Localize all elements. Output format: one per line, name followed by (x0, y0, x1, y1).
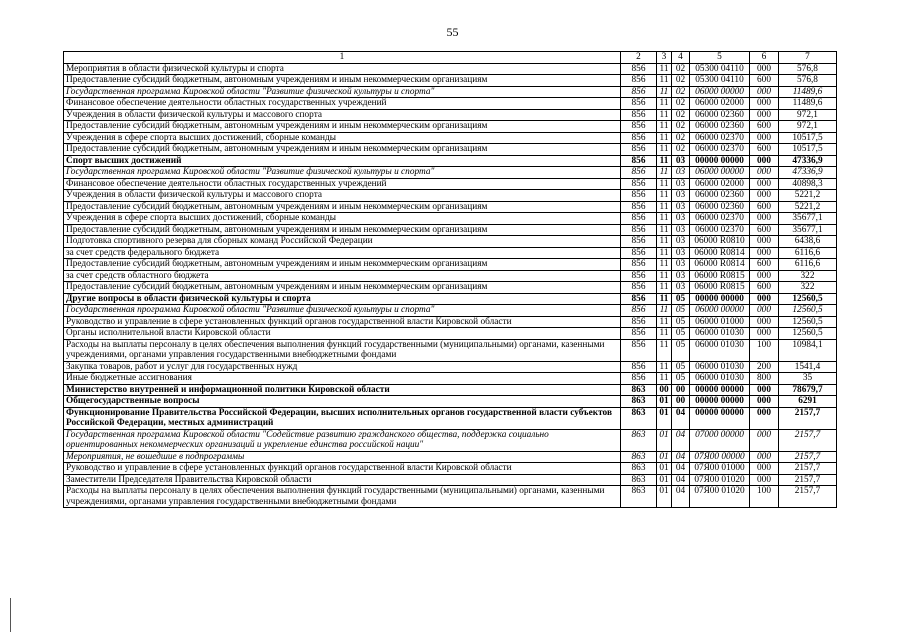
cell-rz: 01 (657, 463, 672, 475)
cell-rz: 11 (657, 328, 672, 340)
cell-rz: 11 (657, 109, 672, 121)
cell-csr: 06000 R0814 (690, 247, 750, 259)
cell-name: Предоставление субсидий бюджетным, автономным учреждениям и иным некоммерческим организациям (64, 201, 621, 213)
cell-rz: 11 (657, 270, 672, 282)
cell-rz: 11 (657, 282, 672, 294)
cell-vr: 000 (750, 270, 779, 282)
cell-gr: 856 (621, 121, 657, 133)
cell-csr: 05300 04110 (690, 75, 750, 87)
cell-gr: 856 (621, 167, 657, 179)
cell-sum: 35 (779, 373, 837, 385)
cell-vr: 000 (750, 463, 779, 475)
table-row (64, 373, 837, 385)
cell-pr: 03 (672, 224, 690, 236)
table-row (64, 429, 837, 451)
cell-pr: 05 (672, 339, 690, 361)
cell-vr: 600 (750, 75, 779, 87)
table-row (64, 463, 837, 475)
cell-gr: 856 (621, 144, 657, 156)
cell-name: Мероприятия, не вошедшие в подпрограммы (64, 451, 621, 463)
table-row (64, 339, 837, 361)
cell-pr: 03 (672, 190, 690, 202)
cell-name: Предоставление субсидий бюджетным, автономным учреждениям и иным некоммерческим организациям (64, 75, 621, 87)
cell-sum: 12560,5 (779, 293, 837, 305)
cell-csr: 06000 02360 (690, 201, 750, 213)
cell-gr: 856 (621, 270, 657, 282)
cell-name: Учреждения в области физической культуры и массового спорта (64, 109, 621, 121)
cell-pr: 03 (672, 178, 690, 190)
cell-pr: 05 (672, 328, 690, 340)
cell-pr: 03 (672, 247, 690, 259)
cell-vr: 000 (750, 474, 779, 486)
budget-table (63, 51, 837, 508)
cell-name: Учреждения в сфере спорта высших достижений, сборные команды (64, 213, 621, 225)
cell-gr: 856 (621, 109, 657, 121)
margin-line (10, 598, 11, 632)
cell-sum: 2157,7 (779, 486, 837, 508)
cell-vr: 600 (750, 121, 779, 133)
cell-vr: 600 (750, 224, 779, 236)
cell-rz: 11 (657, 98, 672, 110)
cell-name: Государственная программа Кировской области "Содействие развитию гражданского общества, поддержка социально ориентированных некоммерческих организаций и укрепление единства российской нации" (64, 429, 621, 451)
cell-sum: 2157,7 (779, 474, 837, 486)
cell-vr: 100 (750, 339, 779, 361)
cell-name: Функционирование Правительства Российской Федерации, высших исполнительных органов государственной власти субъектов Российской Федерации, местных администраций (64, 407, 621, 429)
cell-vr: 000 (750, 293, 779, 305)
cell-name: Заместители Председателя Правительства Кировской области (64, 474, 621, 486)
cell-csr: 00000 00000 (690, 293, 750, 305)
cell-pr: 05 (672, 305, 690, 317)
cell-sum: 10517,5 (779, 132, 837, 144)
cell-name: за счет средств федерального бюджета (64, 247, 621, 259)
cell-pr: 04 (672, 451, 690, 463)
cell-csr: 06000 02370 (690, 144, 750, 156)
cell-name: Государственная программа Кировской области "Развитие физической культуры и спорта" (64, 86, 621, 98)
table-row (64, 451, 837, 463)
cell-name: Учреждения в сфере спорта высших достижений, сборные команды (64, 132, 621, 144)
cell-name: Расходы на выплаты персоналу в целях обеспечения выполнения функций государственными (муниципальными) органами, казенными учреждениями, органами управления государственными внебюджетными фондами (64, 339, 621, 361)
cell-sum: 322 (779, 270, 837, 282)
cell-vr: 000 (750, 407, 779, 429)
cell-vr: 000 (750, 98, 779, 110)
cell-rz: 11 (657, 132, 672, 144)
cell-csr: 05300 04110 (690, 63, 750, 75)
cell-name: Закупка товаров, работ и услуг для государственных нужд (64, 361, 621, 373)
page-number: 55 (446, 25, 459, 39)
cell-name: Руководство и управление в сфере установленных функций органов государственной власти Кировской области (64, 316, 621, 328)
cell-pr: 05 (672, 373, 690, 385)
cell-rz: 01 (657, 396, 672, 408)
cell-sum: 2157,7 (779, 407, 837, 429)
cell-gr: 856 (621, 190, 657, 202)
cell-vr: 000 (750, 429, 779, 451)
table-row (64, 167, 837, 179)
cell-pr: 03 (672, 213, 690, 225)
cell-sum: 6291 (779, 396, 837, 408)
cell-csr: 06000 02360 (690, 109, 750, 121)
cell-csr: 00000 00000 (690, 384, 750, 396)
cell-gr: 856 (621, 224, 657, 236)
cell-vr: 200 (750, 361, 779, 373)
cell-sum: 972,1 (779, 109, 837, 121)
table-row (64, 75, 837, 87)
cell-name: Расходы на выплаты персоналу в целях обеспечения выполнения функций государственными (муниципальными) органами, казенными учреждениями, органами управления государственными внебюджетными фондами (64, 486, 621, 508)
cell-gr: 863 (621, 486, 657, 508)
cell-rz: 01 (657, 429, 672, 451)
cell-sum: 10984,1 (779, 339, 837, 361)
cell-gr: 856 (621, 305, 657, 317)
cell-csr: 06000 01000 (690, 316, 750, 328)
cell-vr: 000 (750, 86, 779, 98)
cell-gr: 856 (621, 63, 657, 75)
cell-vr: 000 (750, 213, 779, 225)
cell-gr: 856 (621, 178, 657, 190)
cell-rz: 11 (657, 155, 672, 167)
cell-gr: 863 (621, 463, 657, 475)
cell-rz: 11 (657, 178, 672, 190)
table-row (64, 144, 837, 156)
cell-vr: 000 (750, 63, 779, 75)
cell-rz: 11 (657, 190, 672, 202)
cell-vr: 000 (750, 167, 779, 179)
cell-name: Руководство и управление в сфере установленных функций органов государственной власти Кировской области (64, 463, 621, 475)
cell-csr: 06000 00000 (690, 305, 750, 317)
cell-rz: 11 (657, 167, 672, 179)
table-row (64, 407, 837, 429)
cell-sum: 6438,6 (779, 236, 837, 248)
cell-vr: 000 (750, 132, 779, 144)
cell-csr: 06000 R0815 (690, 270, 750, 282)
cell-gr: 856 (621, 201, 657, 213)
cell-name: Органы исполнительной власти Кировской области (64, 328, 621, 340)
cell-pr: 05 (672, 293, 690, 305)
cell-csr: 06000 02370 (690, 224, 750, 236)
cell-rz: 11 (657, 259, 672, 271)
cell-csr: 00000 00000 (690, 155, 750, 167)
cell-vr: 000 (750, 247, 779, 259)
cell-rz: 11 (657, 236, 672, 248)
cell-gr: 863 (621, 407, 657, 429)
cell-gr: 856 (621, 247, 657, 259)
cell-csr: 00000 00000 (690, 407, 750, 429)
cell-csr: 06000 01030 (690, 328, 750, 340)
cell-rz: 01 (657, 474, 672, 486)
cell-sum: 2157,7 (779, 463, 837, 475)
cell-sum: 6116,6 (779, 259, 837, 271)
table-row (64, 190, 837, 202)
cell-csr: 07Я00 01000 (690, 463, 750, 475)
cell-gr: 856 (621, 132, 657, 144)
cell-sum: 322 (779, 282, 837, 294)
cell-rz: 11 (657, 75, 672, 87)
cell-rz: 11 (657, 339, 672, 361)
table-row (64, 293, 837, 305)
cell-sum: 47336,9 (779, 155, 837, 167)
cell-gr: 856 (621, 361, 657, 373)
cell-sum: 576,8 (779, 63, 837, 75)
cell-rz: 11 (657, 293, 672, 305)
cell-sum: 35677,1 (779, 224, 837, 236)
table-row (64, 384, 837, 396)
cell-name: Предоставление субсидий бюджетным, автономным учреждениям и иным некоммерческим организациям (64, 121, 621, 133)
cell-sum: 12560,5 (779, 305, 837, 317)
cell-pr: 03 (672, 201, 690, 213)
cell-pr: 02 (672, 98, 690, 110)
cell-gr: 863 (621, 396, 657, 408)
cell-rz: 01 (657, 407, 672, 429)
cell-csr: 06000 01030 (690, 339, 750, 361)
cell-vr: 000 (750, 451, 779, 463)
cell-vr: 600 (750, 259, 779, 271)
cell-vr: 000 (750, 155, 779, 167)
cell-vr: 800 (750, 373, 779, 385)
cell-rz: 11 (657, 201, 672, 213)
cell-pr: 00 (672, 384, 690, 396)
cell-name: Предоставление субсидий бюджетным, автономным учреждениям и иным некоммерческим организациям (64, 224, 621, 236)
cell-csr: 07Я00 01020 (690, 474, 750, 486)
cell-pr: 02 (672, 121, 690, 133)
cell-vr: 000 (750, 178, 779, 190)
cell-pr: 03 (672, 270, 690, 282)
cell-vr: 000 (750, 236, 779, 248)
cell-pr: 04 (672, 486, 690, 508)
cell-gr: 863 (621, 384, 657, 396)
table-row (64, 486, 837, 508)
cell-name: Другие вопросы в области физической культуры и спорта (64, 293, 621, 305)
cell-sum: 47336,9 (779, 167, 837, 179)
cell-pr: 02 (672, 144, 690, 156)
cell-name: Учреждения в области физической культуры и массового спорта (64, 190, 621, 202)
table-row (64, 361, 837, 373)
cell-name: Финансовое обеспечение деятельности областных государственных учреждений (64, 98, 621, 110)
header-cell-vr: 6 (750, 52, 779, 64)
cell-vr: 000 (750, 109, 779, 121)
cell-csr: 06000 01030 (690, 361, 750, 373)
cell-sum: 2157,7 (779, 451, 837, 463)
table-row (64, 201, 837, 213)
cell-rz: 01 (657, 451, 672, 463)
cell-pr: 03 (672, 155, 690, 167)
cell-csr: 06000 01030 (690, 373, 750, 385)
cell-gr: 856 (621, 86, 657, 98)
cell-name: Подготовка спортивного резерва для сборных команд Российской Федерации (64, 236, 621, 248)
cell-pr: 02 (672, 63, 690, 75)
cell-gr: 856 (621, 373, 657, 385)
cell-gr: 863 (621, 474, 657, 486)
cell-csr: 06000 R0815 (690, 282, 750, 294)
cell-pr: 02 (672, 132, 690, 144)
cell-sum: 11489,6 (779, 86, 837, 98)
cell-csr: 06000 02000 (690, 98, 750, 110)
cell-gr: 863 (621, 429, 657, 451)
cell-name: Спорт высших достижений (64, 155, 621, 167)
cell-sum: 5221,2 (779, 190, 837, 202)
header-cell-sum: 7 (779, 52, 837, 64)
cell-pr: 02 (672, 86, 690, 98)
table-row (64, 396, 837, 408)
cell-name: за счет средств областного бюджета (64, 270, 621, 282)
table-row (64, 316, 837, 328)
cell-sum: 35677,1 (779, 213, 837, 225)
table-row (64, 86, 837, 98)
table-row (64, 236, 837, 248)
cell-pr: 02 (672, 75, 690, 87)
table-row (64, 109, 837, 121)
cell-rz: 11 (657, 247, 672, 259)
cell-gr: 856 (621, 282, 657, 294)
header-cell-pr: 4 (672, 52, 690, 64)
cell-rz: 11 (657, 144, 672, 156)
cell-rz: 11 (657, 316, 672, 328)
cell-rz: 11 (657, 213, 672, 225)
cell-sum: 12560,5 (779, 316, 837, 328)
header-row (64, 52, 837, 64)
header-cell-rz: 3 (657, 52, 672, 64)
cell-name: Предоставление субсидий бюджетным, автономным учреждениям и иным некоммерческим организациям (64, 144, 621, 156)
table-row (64, 98, 837, 110)
cell-csr: 06000 02000 (690, 178, 750, 190)
cell-gr: 856 (621, 328, 657, 340)
cell-pr: 04 (672, 463, 690, 475)
table-row (64, 213, 837, 225)
cell-vr: 000 (750, 396, 779, 408)
cell-pr: 03 (672, 236, 690, 248)
cell-name: Государственная программа Кировской области "Развитие физической культуры и спорта" (64, 167, 621, 179)
cell-pr: 03 (672, 167, 690, 179)
cell-vr: 000 (750, 316, 779, 328)
cell-sum: 11489,6 (779, 98, 837, 110)
cell-name: Общегосударственные вопросы (64, 396, 621, 408)
table-row (64, 282, 837, 294)
cell-gr: 856 (621, 339, 657, 361)
cell-csr: 06000 00000 (690, 86, 750, 98)
cell-csr: 06000 02360 (690, 121, 750, 133)
cell-csr: 07Я00 00000 (690, 451, 750, 463)
cell-csr: 07Я00 01020 (690, 486, 750, 508)
cell-gr: 856 (621, 236, 657, 248)
header-cell-csr: 5 (690, 52, 750, 64)
cell-gr: 863 (621, 451, 657, 463)
table-row (64, 259, 837, 271)
cell-csr: 06000 02360 (690, 190, 750, 202)
cell-rz: 11 (657, 86, 672, 98)
cell-pr: 04 (672, 407, 690, 429)
cell-name: Финансовое обеспечение деятельности областных государственных учреждений (64, 178, 621, 190)
table-row (64, 270, 837, 282)
cell-csr: 06000 02370 (690, 132, 750, 144)
cell-pr: 04 (672, 429, 690, 451)
cell-rz: 11 (657, 63, 672, 75)
cell-sum: 972,1 (779, 121, 837, 133)
header-cell-gr: 2 (621, 52, 657, 64)
cell-sum: 10517,5 (779, 144, 837, 156)
cell-vr: 600 (750, 144, 779, 156)
header-cell-name: 1 (64, 52, 621, 64)
cell-name: Мероприятия в области физической культуры и спорта (64, 63, 621, 75)
table-row (64, 155, 837, 167)
cell-vr: 000 (750, 305, 779, 317)
cell-gr: 856 (621, 259, 657, 271)
table-row (64, 132, 837, 144)
cell-csr: 06000 02370 (690, 213, 750, 225)
cell-sum: 1541,4 (779, 361, 837, 373)
cell-rz: 11 (657, 361, 672, 373)
table-row (64, 224, 837, 236)
cell-vr: 000 (750, 328, 779, 340)
cell-rz: 11 (657, 373, 672, 385)
table-row (64, 121, 837, 133)
cell-pr: 05 (672, 316, 690, 328)
cell-gr: 856 (621, 98, 657, 110)
table-row (64, 178, 837, 190)
cell-gr: 856 (621, 316, 657, 328)
cell-vr: 000 (750, 190, 779, 202)
cell-csr: 00000 00000 (690, 396, 750, 408)
cell-pr: 05 (672, 361, 690, 373)
cell-gr: 856 (621, 213, 657, 225)
cell-vr: 600 (750, 201, 779, 213)
cell-rz: 11 (657, 224, 672, 236)
cell-csr: 07000 00000 (690, 429, 750, 451)
cell-pr: 00 (672, 396, 690, 408)
cell-name: Государственная программа Кировской области "Развитие физической культуры и спорта" (64, 305, 621, 317)
cell-name: Предоставление субсидий бюджетным, автономным учреждениям и иным некоммерческим организациям (64, 282, 621, 294)
cell-rz: 11 (657, 305, 672, 317)
cell-sum: 40898,3 (779, 178, 837, 190)
cell-name: Иные бюджетные ассигнования (64, 373, 621, 385)
table-row (64, 247, 837, 259)
cell-csr: 06000 00000 (690, 167, 750, 179)
cell-sum: 78679,7 (779, 384, 837, 396)
cell-vr: 000 (750, 384, 779, 396)
cell-sum: 5221,2 (779, 201, 837, 213)
cell-rz: 11 (657, 121, 672, 133)
cell-gr: 856 (621, 75, 657, 87)
cell-rz: 01 (657, 486, 672, 508)
cell-pr: 03 (672, 282, 690, 294)
table-row (64, 305, 837, 317)
table-row (64, 474, 837, 486)
cell-vr: 600 (750, 282, 779, 294)
cell-csr: 06000 R0810 (690, 236, 750, 248)
cell-name: Министерство внутренней и информационной политики Кировской области (64, 384, 621, 396)
cell-vr: 100 (750, 486, 779, 508)
cell-pr: 02 (672, 109, 690, 121)
cell-sum: 2157,7 (779, 429, 837, 451)
cell-rz: 00 (657, 384, 672, 396)
cell-sum: 6116,6 (779, 247, 837, 259)
cell-gr: 856 (621, 293, 657, 305)
cell-csr: 06000 R0814 (690, 259, 750, 271)
cell-name: Предоставление субсидий бюджетным, автономным учреждениям и иным некоммерческим организациям (64, 259, 621, 271)
cell-pr: 03 (672, 259, 690, 271)
table-row (64, 63, 837, 75)
cell-sum: 576,8 (779, 75, 837, 87)
cell-gr: 856 (621, 155, 657, 167)
cell-pr: 04 (672, 474, 690, 486)
table-row (64, 328, 837, 340)
cell-sum: 12560,5 (779, 328, 837, 340)
